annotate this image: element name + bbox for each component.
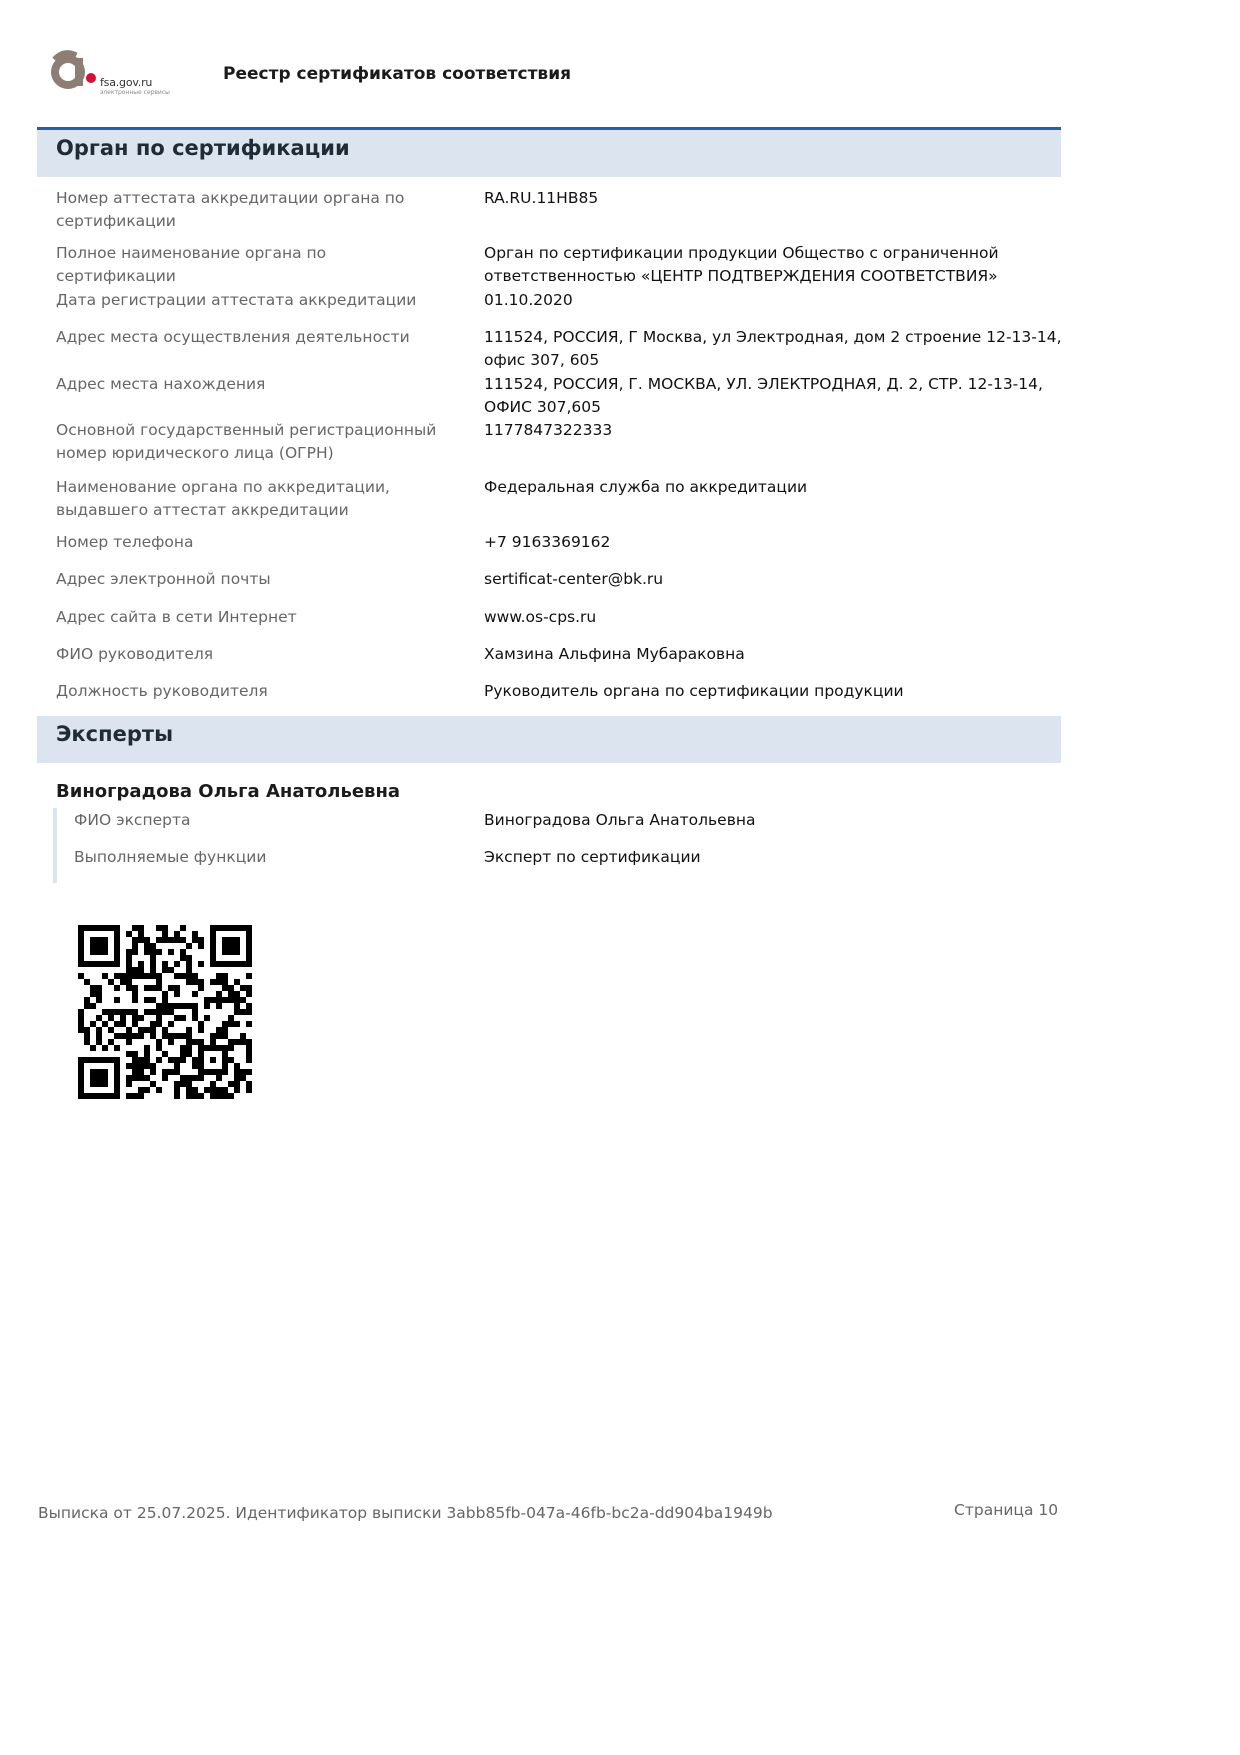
field-value: Орган по сертификации продукции Общество с ограниченной ответственностью «ЦЕНТР ПОДТВЕРЖДЕНИЯ СООТВЕТСТВИЯ»	[484, 244, 999, 285]
field-label: Должность руководителя	[56, 682, 268, 700]
field-label: Номер аттестата аккредитации органа по сертификации	[56, 189, 405, 230]
field-label: Наименование органа по аккредитации, выдавшего аттестат аккредитации	[56, 478, 390, 519]
field-label: Основной государственный регистрационный номер юридического лица (ОГРН)	[56, 421, 437, 462]
field-label: ФИО эксперта	[74, 811, 191, 829]
field-label: Адрес места осуществления деятельности	[56, 328, 410, 346]
field-value: Виноградова Ольга Анатольевна	[484, 811, 756, 829]
logo-domain: fsa.gov.ru	[100, 76, 153, 89]
field-value: +7 9163369162	[484, 533, 611, 551]
section-heading-experts: Эксперты	[37, 716, 1061, 763]
qr-code	[78, 925, 252, 1099]
field-value: RA.RU.11HB85	[484, 189, 599, 207]
expert-name: Виноградова Ольга Анатольевна	[56, 781, 401, 802]
field-label: Дата регистрации аттестата аккредитации	[56, 291, 417, 309]
footer-extract-info: Выписка от 25.07.2025. Идентификатор выписки 3abb85fb-047a-46fb-bc2a-dd904ba1949b	[38, 1504, 773, 1522]
field-value: Руководитель органа по сертификации продукции	[484, 682, 904, 700]
field-value: 1177847322333	[484, 421, 613, 439]
expert-block-bar	[53, 808, 57, 883]
document-title: Реестр сертификатов соответствия	[223, 64, 572, 84]
field-value: Федеральная служба по аккредитации	[484, 478, 808, 496]
field-label: Адрес сайта в сети Интернет	[56, 608, 297, 626]
field-value: Эксперт по сертификации	[484, 848, 701, 866]
field-value: www.os-cps.ru	[484, 608, 597, 626]
page-number: Страница 10	[954, 1501, 1059, 1519]
field-value: 111524, РОССИЯ, Г. МОСКВА, УЛ. ЭЛЕКТРОДНАЯ, Д. 2, СТР. 12-13-14, ОФИС 307,605	[484, 375, 1043, 416]
fsa-logo-icon	[50, 48, 102, 92]
section-heading-certification-body: Орган по сертификации	[37, 130, 1061, 177]
field-value: 01.10.2020	[484, 291, 573, 309]
logo-subtitle: электронные сервисы	[100, 89, 170, 96]
field-label: ФИО руководителя	[56, 645, 214, 663]
field-label: Выполняемые функции	[74, 848, 267, 866]
field-label: Номер телефона	[56, 533, 194, 551]
field-value: 111524, РОССИЯ, Г Москва, ул Электродная, дом 2 строение 12-13-14, офис 307, 605	[484, 328, 1062, 369]
field-label: Адрес места нахождения	[56, 375, 266, 393]
fsa-logo	[50, 48, 190, 100]
field-value: Хамзина Альфина Мубараковна	[484, 645, 745, 663]
field-label: Адрес электронной почты	[56, 570, 271, 588]
field-value: sertificat-center@bk.ru	[484, 570, 664, 588]
field-label: Полное наименование органа по сертификации	[56, 244, 327, 285]
